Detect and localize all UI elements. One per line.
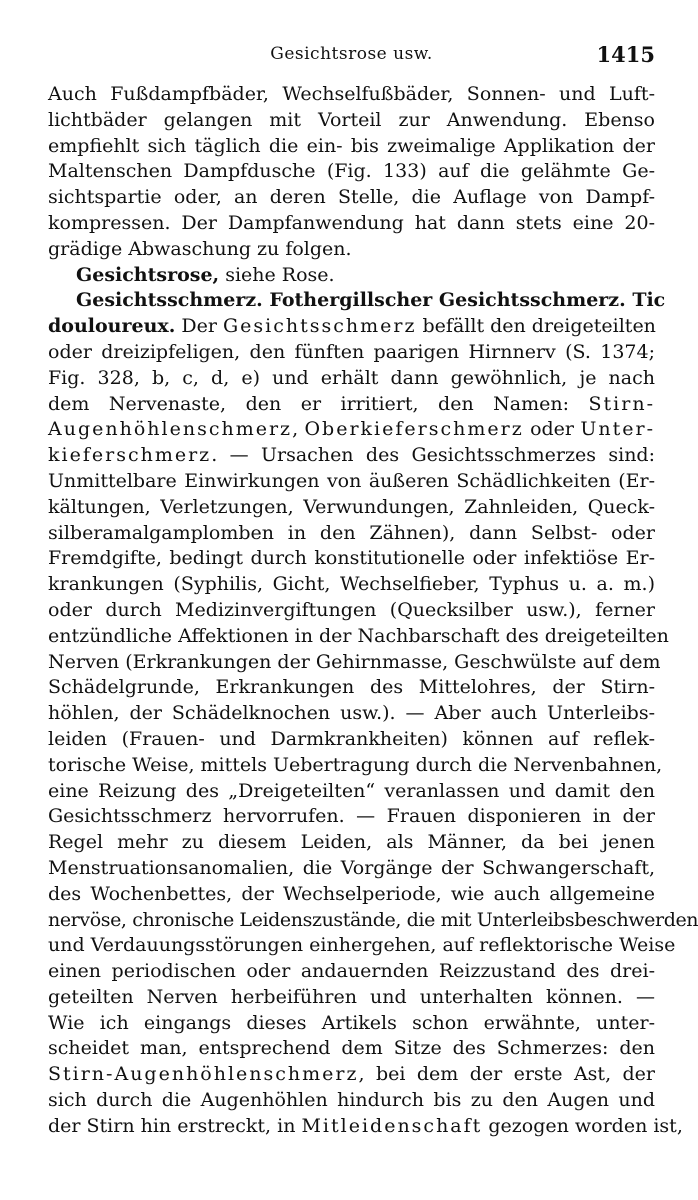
spaced-term: Stirn-	[588, 392, 655, 415]
text-line	[48, 392, 655, 418]
text-line: sich durch die Augenhöhlen hindurch bis zu den Augen und	[48, 1089, 655, 1112]
paragraph	[48, 82, 655, 263]
paragraph	[48, 288, 698, 1139]
text-line: höhlen, der Schädelknochen usw.). — Aber auch Unterleibs-	[48, 702, 655, 725]
text-line: Fremdgifte, bedingt durch konstitutionelle oder infektiöse Er-	[48, 547, 655, 570]
text-line: eine Reizung des „Dreigeteilten“ veranlassen und damit den	[48, 779, 655, 802]
text-line: sichtspartie oder, an deren Stelle, die Auflage von Dampf-	[48, 186, 655, 209]
paragraph	[48, 263, 655, 289]
text-span: ,	[292, 418, 305, 441]
text-line	[48, 1062, 655, 1088]
text-line: Menstruationsanomalien, die Vorgänge der Schwangerschaft,	[48, 856, 655, 879]
text-line: einen periodischen oder andauernden Reizzustand des drei-	[48, 960, 655, 983]
text-line: lichtbäder gelangen mit Vorteil zur Anwendung. Ebenso	[48, 108, 655, 131]
text-line: kompressen. Der Dampfanwendung hat dann stets eine 20-	[48, 211, 655, 234]
text-line: Wie ich eingangs dieses Artikels schon erwähnte, unter-	[48, 1011, 655, 1034]
text-line: Schädelgrunde, Erkrankungen des Mittelohres, der Stirn-	[48, 676, 655, 699]
text-line: scheidet man, entsprechend dem Sitze des Schmerzes: den	[48, 1037, 655, 1060]
text-line: krankungen (Syphilis, Gicht, Wechselfieber, Typhus u. a. m.)	[48, 573, 655, 596]
spaced-term: Unter-	[580, 418, 655, 441]
entry-heading: Gesichtsrose,	[76, 263, 220, 286]
spaced-term: Augenhöhlenschmerz	[48, 418, 293, 441]
text-line: des Wochenbettes, der Wechselperiode, wie auch allgemeine	[48, 882, 655, 905]
text-line: entzündliche Affektionen in der Nachbarschaft des dreigeteilten	[48, 624, 669, 647]
text-line	[48, 263, 655, 289]
text-line: oder dreizipfeligen, den fünften paarigen Hirnnerv (S. 1374;	[48, 340, 655, 363]
text-span: , bei dem der erste Ast, der	[358, 1063, 655, 1086]
spaced-term: Mitleidenschaft	[301, 1114, 483, 1137]
text-line: grädige Abwaschung zu folgen.	[48, 237, 352, 260]
text-line: Auch Fußdampfbäder, Wechselfußbäder, Sonnen- und Luft-	[48, 83, 655, 105]
text-line	[48, 417, 655, 443]
text-line: nervöse, chronische Leidenszustände, die mit Unterleibsbeschwerden	[48, 908, 698, 931]
text-line: Fig. 328, b, c, d, e) und erhält dann gewöhnlich, je nach	[48, 366, 655, 389]
text-line: leiden (Frauen- und Darmkrankheiten) können auf reflek-	[48, 727, 655, 750]
entry-heading-cont: douloureux.	[48, 315, 176, 338]
text-line: Nerven (Erkrankungen der Gehirnmasse, Geschwülste auf dem	[48, 650, 661, 673]
text-line: Maltenschen Dampfdusche (Fig. 133) auf die gelähmte Ge-	[48, 160, 655, 183]
spaced-term: Stirn-Augenhöhlenschmerz	[48, 1063, 359, 1086]
spaced-term: kieferschmerz	[48, 444, 212, 467]
text-line: Unmittelbare Einwirkungen von äußeren Schädlichkeiten (Er-	[48, 469, 655, 492]
page-header	[48, 40, 655, 70]
page-body	[48, 82, 698, 1140]
text-span: gezogen worden ist,	[482, 1114, 683, 1137]
page-number: 1415	[596, 42, 655, 67]
text-line: Gesichtsschmerz hervorrufen. — Frauen disponieren in der	[48, 805, 655, 828]
spaced-term: Oberkieferschmerz	[304, 418, 524, 441]
spaced-term: Gesichtsschmerz	[222, 315, 417, 338]
text-span: . — Ursachen des Gesichtsschmerzes sind:	[211, 444, 655, 467]
cross-reference: siehe Rose.	[219, 263, 335, 286]
text-line: empfiehlt sich täglich die ein- bis zweimalige Applikation der	[48, 134, 655, 157]
running-head: Gesichtsrose usw.	[270, 44, 433, 64]
text-span: oder	[523, 418, 581, 441]
text-line	[48, 314, 655, 340]
text-line: oder durch Medizinvergiftungen (Quecksilber usw.), ferner	[48, 598, 655, 621]
entry-heading: Gesichtsschmerz. Fothergillscher Gesichtsschmerz. Tic	[76, 289, 666, 312]
text-line: torische Weise, mittels Uebertragung durch die Nervenbahnen,	[48, 753, 663, 776]
text-line	[48, 443, 655, 469]
text-line: kältungen, Verletzungen, Verwundungen, Zahnleiden, Queck-	[48, 495, 655, 518]
text-span: der Stirn hin erstreckt, in	[48, 1114, 302, 1137]
text-line	[48, 1114, 683, 1140]
text-span: dem Nervenaste, den er irritiert, den Namen:	[48, 392, 589, 415]
text-span: befällt den dreigeteilten	[416, 315, 656, 338]
text-line: und Verdauungsstörungen einhergehen, auf reflektorische Weise	[48, 934, 676, 957]
text-line: geteilten Nerven herbeiführen und unterhalten können. —	[48, 985, 655, 1008]
text-line: Regel mehr zu diesem Leiden, als Männer, da bei jenen	[48, 831, 655, 854]
text-line: silberamalgamplomben in den Zähnen), dann Selbst- oder	[48, 521, 655, 544]
text-span: Der	[175, 315, 223, 338]
